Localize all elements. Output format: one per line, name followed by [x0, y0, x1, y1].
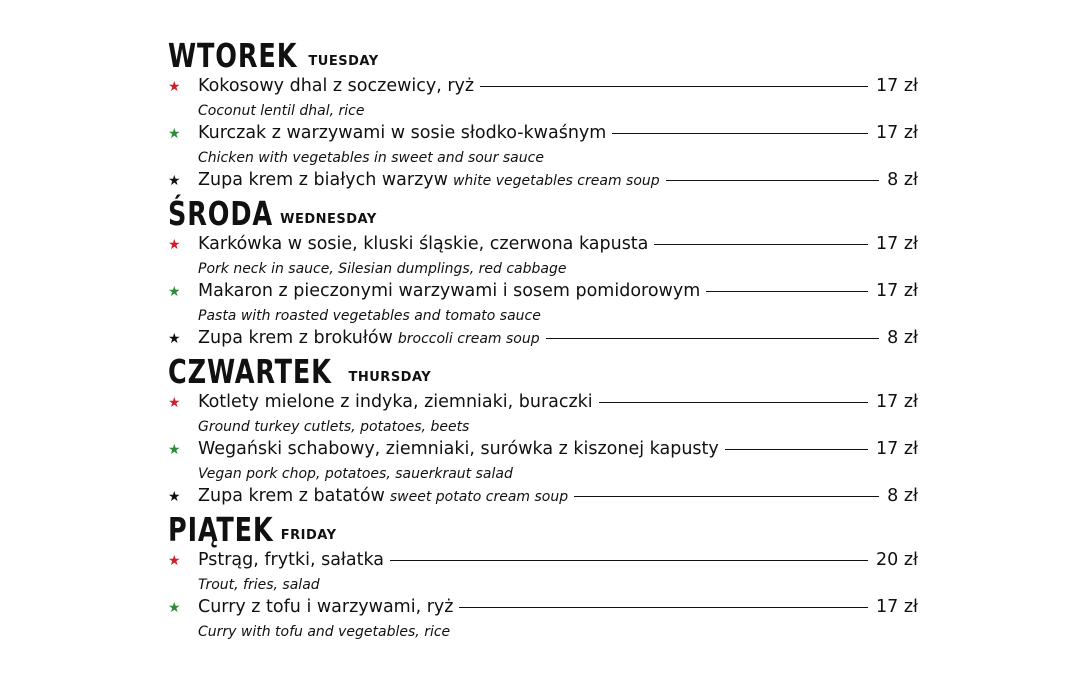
day-thursday	[168, 352, 918, 510]
day-header	[168, 36, 918, 74]
green-star-icon: ★	[168, 442, 181, 458]
menu-item	[168, 439, 918, 486]
menu-item	[168, 550, 918, 597]
menu	[168, 36, 918, 644]
red-star-icon: ★	[168, 237, 181, 253]
dish-name-en: Chicken with vegetables in sweet and sour sauce	[198, 150, 544, 166]
day-name-pl: PIĄTEK	[168, 510, 274, 549]
dotted-leader	[480, 86, 868, 87]
dish-price: 17 zł	[876, 123, 918, 143]
black-star-icon: ★	[168, 331, 181, 347]
dish-price: 17 zł	[876, 234, 918, 254]
dish-price: 17 zł	[876, 439, 918, 459]
red-star-icon: ★	[168, 553, 181, 569]
dotted-leader	[725, 449, 868, 450]
dish-name-pl: Wegański schabowy, ziemniaki, surówka z kiszonej kapusty	[198, 439, 719, 459]
day-name-pl: WTOREK	[168, 36, 298, 75]
dish-name-en: Vegan pork chop, potatoes, sauerkraut salad	[198, 466, 513, 482]
day-tuesday	[168, 36, 918, 194]
dotted-leader	[390, 560, 868, 561]
dish-name-en: broccoli cream soup	[397, 331, 540, 347]
day-wednesday	[168, 194, 918, 352]
dotted-leader	[654, 244, 868, 245]
dish-price: 17 zł	[876, 597, 918, 617]
dish-name-pl: Zupa krem z batatów	[198, 486, 385, 506]
day-name-pl: ŚRODA	[168, 194, 274, 233]
dish-name-pl: Zupa krem z białych warzyw	[198, 170, 448, 190]
dish-price: 8 zł	[887, 170, 918, 190]
day-name-en: THURSDAY	[348, 370, 432, 385]
dish-name-en: Ground turkey cutlets, potatoes, beets	[198, 419, 470, 435]
dish-name-pl: Kotlety mielone z indyka, ziemniaki, buraczki	[198, 392, 593, 412]
day-name-pl: CZWARTEK	[168, 352, 332, 391]
dish-price: 17 zł	[876, 281, 918, 301]
dish-name-en: Curry with tofu and vegetables, rice	[198, 624, 451, 640]
black-star-icon: ★	[168, 489, 181, 505]
dish-price: 17 zł	[876, 76, 918, 96]
dish-name-pl: Zupa krem z brokułów	[198, 328, 393, 348]
green-star-icon: ★	[168, 284, 181, 300]
day-name-en: WEDNESDAY	[280, 212, 377, 227]
day-name-en: FRIDAY	[280, 528, 337, 543]
dotted-leader	[666, 180, 879, 181]
dish-name-en: Pasta with roasted vegetables and tomato sauce	[198, 308, 541, 324]
menu-item-soup	[168, 170, 918, 194]
dish-name-pl: Karkówka w sosie, kluski śląskie, czerwona kapusta	[198, 234, 649, 254]
dish-name-en: sweet potato cream soup	[389, 489, 569, 505]
dish-name-en: Coconut lentil dhal, rice	[198, 103, 365, 119]
menu-item	[168, 392, 918, 439]
dotted-leader	[546, 338, 880, 339]
menu-item	[168, 123, 918, 170]
dotted-leader	[459, 607, 868, 608]
menu-item-soup	[168, 328, 918, 352]
day-header	[168, 352, 918, 390]
black-star-icon: ★	[168, 173, 181, 189]
dish-price: 17 zł	[876, 392, 918, 412]
dish-name-pl: Kurczak z warzywami w sosie słodko-kwaśnym	[198, 123, 607, 143]
green-star-icon: ★	[168, 600, 181, 616]
red-star-icon: ★	[168, 395, 181, 411]
dotted-leader	[574, 496, 879, 497]
dish-name-en: Trout, fries, salad	[198, 577, 320, 593]
dotted-leader	[612, 133, 868, 134]
menu-item	[168, 597, 918, 644]
day-name-en: TUESDAY	[308, 54, 379, 69]
day-header	[168, 510, 918, 548]
day-friday	[168, 510, 918, 644]
menu-item	[168, 281, 918, 328]
dish-name-pl: Kokosowy dhal z soczewicy, ryż	[198, 76, 475, 96]
menu-item-soup	[168, 486, 918, 510]
dish-name-pl: Curry z tofu i warzywami, ryż	[198, 597, 454, 617]
menu-item	[168, 76, 918, 123]
dish-price: 8 zł	[887, 486, 918, 506]
green-star-icon: ★	[168, 126, 181, 142]
dish-price: 20 zł	[876, 550, 918, 570]
red-star-icon: ★	[168, 79, 181, 95]
menu-item	[168, 234, 918, 281]
day-header	[168, 194, 918, 232]
dish-name-en: Pork neck in sauce, Silesian dumplings, red cabbage	[198, 261, 567, 277]
dotted-leader	[706, 291, 868, 292]
dish-name-pl: Pstrąg, frytki, sałatka	[198, 550, 385, 570]
dish-price: 8 zł	[887, 328, 918, 348]
dish-name-pl: Makaron z pieczonymi warzywami i sosem pomidorowym	[198, 281, 701, 301]
dotted-leader	[599, 402, 868, 403]
dish-name-en: white vegetables cream soup	[452, 173, 660, 189]
